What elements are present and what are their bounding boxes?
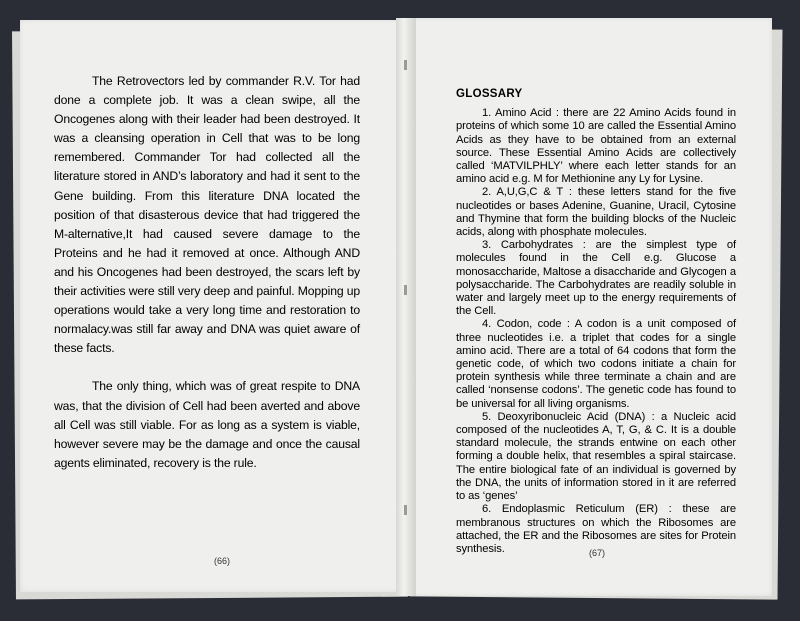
glossary-entry-nucleotides: 2. A,U,G,C & T : these letters stand for the five nucleotides or bases Adenine, Guanine, Uracil, Cytosine and Thymine that form the building blocks of the Nucleic acids, along with phosphate molecules. — [456, 186, 736, 239]
glossary-heading: GLOSSARY — [456, 88, 523, 100]
left-page-body — [54, 72, 360, 473]
binding-staple — [404, 285, 407, 295]
left-paragraph-2: The only thing, which was of great respite to DNA was, that the division of Cell had been averted and above all Cell was still viable. For as long as a system is viable, however severe may be the damage and once the causal agents eliminated, recovery is the rule. — [54, 379, 360, 470]
binding-staple — [404, 505, 407, 515]
left-paragraph-1: The Retrovectors led by commander R.V. Tor had done a complete job. It was a clean swipe, all the Oncogenes along with their leader had been destroyed. It was a cleansing operation in Cell that was to be long remembered. Commander Tor had collected all the literature stored in AND’s laboratory and had it sent to the Gene building. From this literature DNA located the position of that disasterous device that had triggered the M-alternative,It had caused severe damage to the Proteins and he had it removed at once. Although AND and his Oncogenes had been destroyed, the scars left by their activities were still very deep and painful. Mopping up operations would take a very long time and restoration to normalacy.was still far away and DNA was quiet aware of these facts. — [54, 74, 360, 356]
glossary-entry-carbohydrates: 3. Carbohydrates : are the simplest type of molecules found in the Cell e.g. Glucose a monosaccharide, Maltose a disaccharide and Glycogen a polysaccharide. The Carbohydrates are readily soluble in water and largely meet up to the energy requirements of the Cell. — [456, 239, 736, 318]
glossary-list — [456, 107, 736, 556]
glossary-entry-dna: 5. Deoxyribonucleic Acid (DNA) : a Nucleic acid composed of the nucleotides A, T, G, & C. It is a double standard molecule, the strands entwine on each other forming a double helix, that resembles a spiral staircase. The entire biological fate of an individual is governed by the DNA, the units of information stored in it are referred to as ‘genes’ — [456, 410, 736, 503]
glossary-entry-er: 6. Endoplasmic Reticulum (ER) : these are membranous structures on which the Ribosomes are attached, the ER and the Ribosomes are sites for Protein synthesis. — [456, 503, 736, 555]
glossary-section — [456, 88, 736, 556]
left-page-number: (66) — [214, 556, 231, 566]
binding-staple — [404, 60, 407, 70]
glossary-entry-amino-acid: 1. Amino Acid : there are 22 Amino Acids found in proteins of which some 10 are called the Essential Amino Acids as they have to be obtained from an external source. These Essential Amino Acids are collectively called ‘MATVILPHLY’ where each letter stands for an amino acid e.g. M for Methionine any Ly for Lysine. — [456, 107, 736, 186]
right-page-number: (67) — [589, 548, 606, 558]
glossary-entry-codon: 4. Codon, code : A codon is a unit composed of three nucleotides i.e. a triplet that codes for a single amino acid. There are a total of 64 codons that form the genetic code, of which two codons initiate a chain for protein synthesis while three terminate a chain and are called ‘nonsense codons’. The genetic code has found to be universal for all living organisms. — [456, 318, 736, 410]
